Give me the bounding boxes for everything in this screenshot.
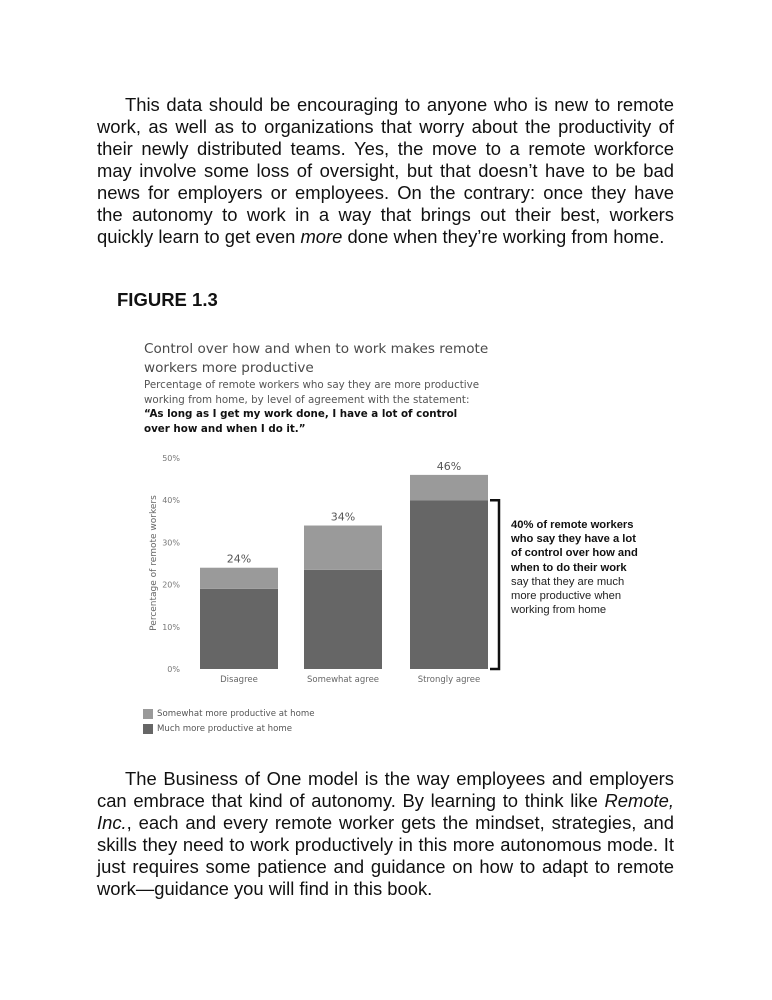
y-tick-label: 20% <box>162 580 180 590</box>
chart-annotation <box>511 518 641 617</box>
y-tick-label: 0% <box>167 665 180 674</box>
legend-label-much: Much more productive at home <box>157 723 293 734</box>
body-paragraph-2 <box>97 768 674 900</box>
legend-label-somewhat: Somewhat more productive at home <box>157 708 315 719</box>
chart-title: Control over how and when to work makes remote workers more productive <box>144 341 489 376</box>
paragraph-1-text-a: This data should be encouraging to anyone who is new to remote work, as well as to organizations that worry about the productivity of their newly distributed teams. Yes, the move to a remote workforce may involve some loss of oversight, but that doesn’t have to be bad news for employers or employees. On the contrary: once they have the autonomy to work in a way that brings out their best, workers quickly learn to get even <box>97 94 674 247</box>
bar-total-label: 34% <box>330 510 356 524</box>
chart-quote: “As long as I get my work done, I have a lot of control over how and when I do it.” <box>144 408 458 435</box>
legend-item-somewhat <box>143 706 314 721</box>
y-axis-label: Percentage of remote workers <box>149 495 159 631</box>
paragraph-1-emphasis: more <box>300 226 343 247</box>
y-tick-label: 30% <box>162 538 180 548</box>
bar-much-more-productive <box>304 570 382 669</box>
paragraph-2-text-a: The Business of One model is the way employees and employers can embrace that kind of autonomy. By learning to think like <box>97 768 674 811</box>
bar-somewhat-more-productive <box>200 568 278 589</box>
x-tick-label: Disagree <box>220 675 258 685</box>
y-tick-label: 10% <box>162 622 180 632</box>
chart-legend <box>143 706 314 736</box>
bar-much-more-productive <box>200 589 278 669</box>
bar-much-more-productive <box>410 500 488 669</box>
bar-total-label: 24% <box>226 552 252 566</box>
bar-total-label: 46% <box>436 459 462 473</box>
annotation-bracket <box>490 500 499 669</box>
paragraph-1-text-b: done when they’re working from home. <box>342 226 665 247</box>
paragraph-2-text-b: , each and every remote worker gets the mindset, strategies, and skills they need to work productively in this more autonomous mode. It just requires some patience and guidance on how to adapt to remote work—guidance you will find in this book. <box>97 812 674 899</box>
chart-subtitle: Percentage of remote workers who say they are more productive working from home, by level of agreement with the statement: <box>144 379 480 406</box>
legend-swatch-somewhat <box>143 709 153 719</box>
legend-swatch-much <box>143 724 153 734</box>
bar-somewhat-more-productive <box>410 475 488 500</box>
chart-annotation-rest: say that they are much more productive when working from home <box>511 575 625 617</box>
paragraph-2-emphasis: Remote, Inc. <box>97 790 674 833</box>
bar-somewhat-more-productive <box>304 526 382 570</box>
figure-label: FIGURE 1.3 <box>117 289 218 310</box>
y-tick-label: 50% <box>162 454 180 463</box>
x-tick-label: Somewhat agree <box>306 675 380 685</box>
chart-annotation-bold: 40% of remote workers who say they have a lot of control over how and when to do their work <box>511 519 638 574</box>
legend-item-much <box>143 721 314 736</box>
x-tick-label: Strongly agree <box>417 675 481 685</box>
y-tick-label: 40% <box>162 496 180 506</box>
